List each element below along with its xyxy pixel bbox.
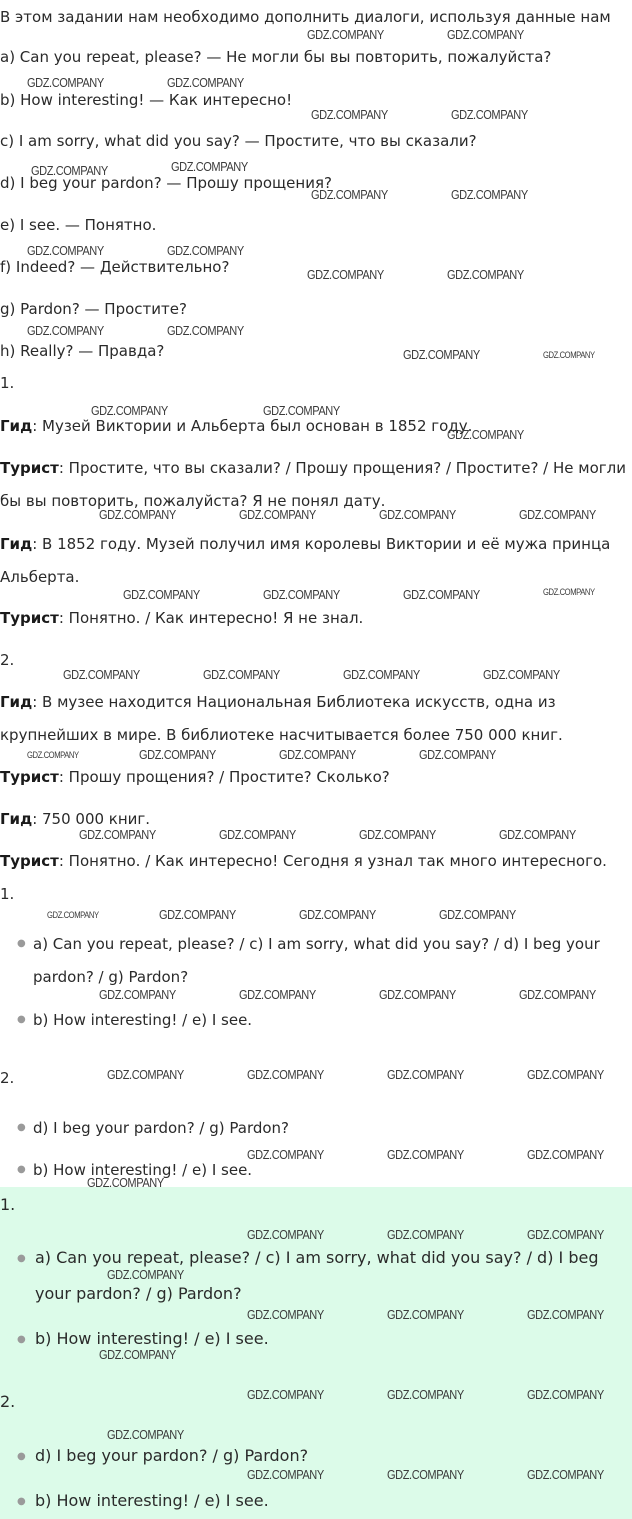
guide-label: Гид [0,417,33,435]
watermark-text: GDZ.COMPANY [379,507,456,522]
tourist-line: : Простите, что вы сказали? / Прошу прощения? / Простите? / Не могли [58,459,626,477]
guide-label: Гид [0,535,33,553]
watermark-text: GDZ.COMPANY [483,667,560,682]
dialogue-2-guide-2 [0,809,150,829]
bullet-icon: ● [17,1253,26,1264]
watermark-text: GDZ.COMPANY [107,1267,184,1282]
watermark-text: GDZ.COMPANY [107,1067,184,1082]
watermark-text: GDZ.COMPANY [403,347,480,362]
watermark-text: GDZ.COMPANY [299,907,376,922]
watermark-text: GDZ.COMPANY [219,827,296,842]
dialogue-1-guide-2-cont: Альберта. [0,568,80,586]
watermark-text: GDZ.COMPANY [79,827,156,842]
answer-2-group-a: d) I beg your pardon? / g) Pardon? [33,1119,290,1137]
dialogue-2-tourist-1 [0,767,390,787]
watermark-text: GDZ.COMPANY [107,1427,184,1442]
dialogue-2-tourist-2 [0,851,607,871]
intro-text: В этом задании нам необходимо дополнить диалоги, используя данные нам [0,8,611,26]
phrase-h: h) Really? — Правда? [0,342,165,360]
tourist-label: Турист [0,609,59,627]
watermark-text: GDZ.COMPANY [139,747,216,762]
watermark-text: GDZ.COMPANY [519,987,596,1002]
answer-2-number: 2. [0,1069,15,1087]
bullet-icon: ● [17,1334,26,1345]
watermark-text: GDZ.COMPANY [419,747,496,762]
watermark-text: GDZ.COMPANY [263,587,340,602]
guide-line: : В 1852 году. Музей получил имя королевы Виктории и её мужа принца [32,535,611,553]
bullet-icon: ● [17,938,26,949]
bullet-icon: ● [17,1496,26,1507]
watermark-text: GDZ.COMPANY [387,1067,464,1082]
dialogue-1-number: 1. [0,374,15,392]
guide-line: : В музее находится Национальная Библиотека искусств, одна из [32,693,556,711]
watermark-text: GDZ.COMPANY [543,350,595,360]
dialogue-1-tourist-1-cont: бы вы повторить, пожалуйста? Я не понял дату. [0,492,386,510]
watermark-text: GDZ.COMPANY [307,267,384,282]
watermark-text: GDZ.COMPANY [123,587,200,602]
watermark-text: GDZ.COMPANY [239,507,316,522]
watermark-text: GDZ.COMPANY [359,827,436,842]
watermark-text: GDZ.COMPANY [343,667,420,682]
bullet-icon: ● [17,1164,26,1175]
watermark-text: GDZ.COMPANY [247,1147,324,1162]
watermark-text: GDZ.COMPANY [527,1067,604,1082]
answer-1-group-a-cont: pardon? / g) Pardon? [33,968,189,986]
watermark-text: GDZ.COMPANY [167,323,244,338]
watermark-text: GDZ.COMPANY [527,1147,604,1162]
dialogue-2-number: 2. [0,651,15,669]
highlight-answer-2-group-a: d) I beg your pardon? / g) Pardon? [35,1446,309,1465]
watermark-text: GDZ.COMPANY [47,910,99,920]
highlight-answer-2-number: 2. [0,1392,16,1411]
tourist-label: Турист [0,768,59,786]
watermark-text: GDZ.COMPANY [247,1467,324,1482]
watermark-text: GDZ.COMPANY [99,1347,176,1362]
watermark-text: GDZ.COMPANY [527,1387,604,1402]
watermark-text: GDZ.COMPANY [99,987,176,1002]
watermark-text: GDZ.COMPANY [203,667,280,682]
watermark-text: GDZ.COMPANY [279,747,356,762]
watermark-text: GDZ.COMPANY [527,1467,604,1482]
watermark-text: GDZ.COMPANY [247,1227,324,1242]
watermark-text: GDZ.COMPANY [519,507,596,522]
phrase-f: f) Indeed? — Действительно? [0,258,230,276]
phrase-b: b) How interesting! — Как интересно! [0,91,293,109]
watermark-text: GDZ.COMPANY [387,1467,464,1482]
watermark-text: GDZ.COMPANY [387,1227,464,1242]
watermark-text: GDZ.COMPANY [99,507,176,522]
watermark-text: GDZ.COMPANY [87,1175,164,1190]
tourist-line: : Понятно. / Как интересно! Я не знал. [58,609,364,627]
phrase-g: g) Pardon? — Простите? [0,300,187,318]
watermark-text: GDZ.COMPANY [27,75,104,90]
watermark-text: GDZ.COMPANY [387,1307,464,1322]
watermark-text: GDZ.COMPANY [379,987,456,1002]
guide-line: : 750 000 книг. [32,810,151,828]
phrase-d: d) I beg your pardon? — Прошу прощения? [0,174,332,192]
watermark-text: GDZ.COMPANY [167,243,244,258]
watermark-text: GDZ.COMPANY [387,1387,464,1402]
watermark-text: GDZ.COMPANY [451,187,528,202]
watermark-text: GDZ.COMPANY [543,587,595,597]
bullet-icon: ● [17,1122,26,1133]
watermark-text: GDZ.COMPANY [447,267,524,282]
watermark-text: GDZ.COMPANY [527,1227,604,1242]
tourist-line: : Понятно. / Как интересно! Сегодня я узнал так много интересного. [58,852,607,870]
watermark-text: GDZ.COMPANY [63,667,140,682]
watermark-text: GDZ.COMPANY [159,907,236,922]
dialogue-1-guide-2 [0,534,610,554]
watermark-text: GDZ.COMPANY [91,403,168,418]
bullet-icon: ● [17,1451,26,1462]
phrase-a: a) Can you repeat, please? — Не могли бы вы повторить, пожалуйста? [0,48,552,66]
watermark-text: GDZ.COMPANY [311,107,388,122]
guide-label: Гид [0,693,33,711]
dialogue-1-tourist-2 [0,608,363,628]
highlight-answer-1-group-a: a) Can you repeat, please? / c) I am sorry, what did you say? / d) I beg [35,1248,599,1267]
watermark-text: GDZ.COMPANY [307,27,384,42]
watermark-text: GDZ.COMPANY [439,907,516,922]
highlight-answer-1-number: 1. [0,1195,16,1214]
phrase-e: e) I see. — Понятно. [0,216,157,234]
highlight-answer-1-group-b: b) How interesting! / e) I see. [35,1329,269,1348]
answer-2-group-b: b) How interesting! / e) I see. [33,1161,253,1179]
dialogue-1-guide-1 [0,416,472,436]
bullet-icon: ● [17,1014,26,1025]
answer-1-group-b: b) How interesting! / e) I see. [33,1011,253,1029]
highlight-answer-1-group-a-cont: your pardon? / g) Pardon? [35,1284,242,1303]
watermark-text: GDZ.COMPANY [31,163,108,178]
watermark-text: GDZ.COMPANY [447,427,524,442]
watermark-text: GDZ.COMPANY [499,827,576,842]
guide-label: Гид [0,810,33,828]
watermark-text: GDZ.COMPANY [263,403,340,418]
watermark-text: GDZ.COMPANY [27,750,79,760]
highlight-answer-2-group-b: b) How interesting! / e) I see. [35,1491,269,1510]
watermark-text: GDZ.COMPANY [167,75,244,90]
answer-1-number: 1. [0,885,15,903]
watermark-text: GDZ.COMPANY [447,27,524,42]
dialogue-2-guide-1 [0,692,556,712]
guide-line: : Музей Виктории и Альберта был основан в 1852 году. [32,417,473,435]
watermark-text: GDZ.COMPANY [27,243,104,258]
watermark-text: GDZ.COMPANY [27,323,104,338]
watermark-text: GDZ.COMPANY [171,159,248,174]
watermark-text: GDZ.COMPANY [527,1307,604,1322]
watermark-text: GDZ.COMPANY [247,1387,324,1402]
tourist-label: Турист [0,852,59,870]
watermark-text: GDZ.COMPANY [247,1307,324,1322]
answer-1-group-a: a) Can you repeat, please? / c) I am sorry, what did you say? / d) I beg your [33,935,600,953]
tourist-line: : Прошу прощения? / Простите? Сколько? [58,768,390,786]
watermark-text: GDZ.COMPANY [451,107,528,122]
tourist-label: Турист [0,459,59,477]
phrase-c: c) I am sorry, what did you say? — Простите, что вы сказали? [0,132,477,150]
watermark-text: GDZ.COMPANY [247,1067,324,1082]
dialogue-1-tourist-1 [0,458,626,478]
watermark-text: GDZ.COMPANY [311,187,388,202]
watermark-text: GDZ.COMPANY [403,587,480,602]
watermark-text: GDZ.COMPANY [387,1147,464,1162]
watermark-text: GDZ.COMPANY [239,987,316,1002]
dialogue-2-guide-1-cont: крупнейших в мире. В библиотеке насчитывается более 750 000 книг. [0,726,563,744]
